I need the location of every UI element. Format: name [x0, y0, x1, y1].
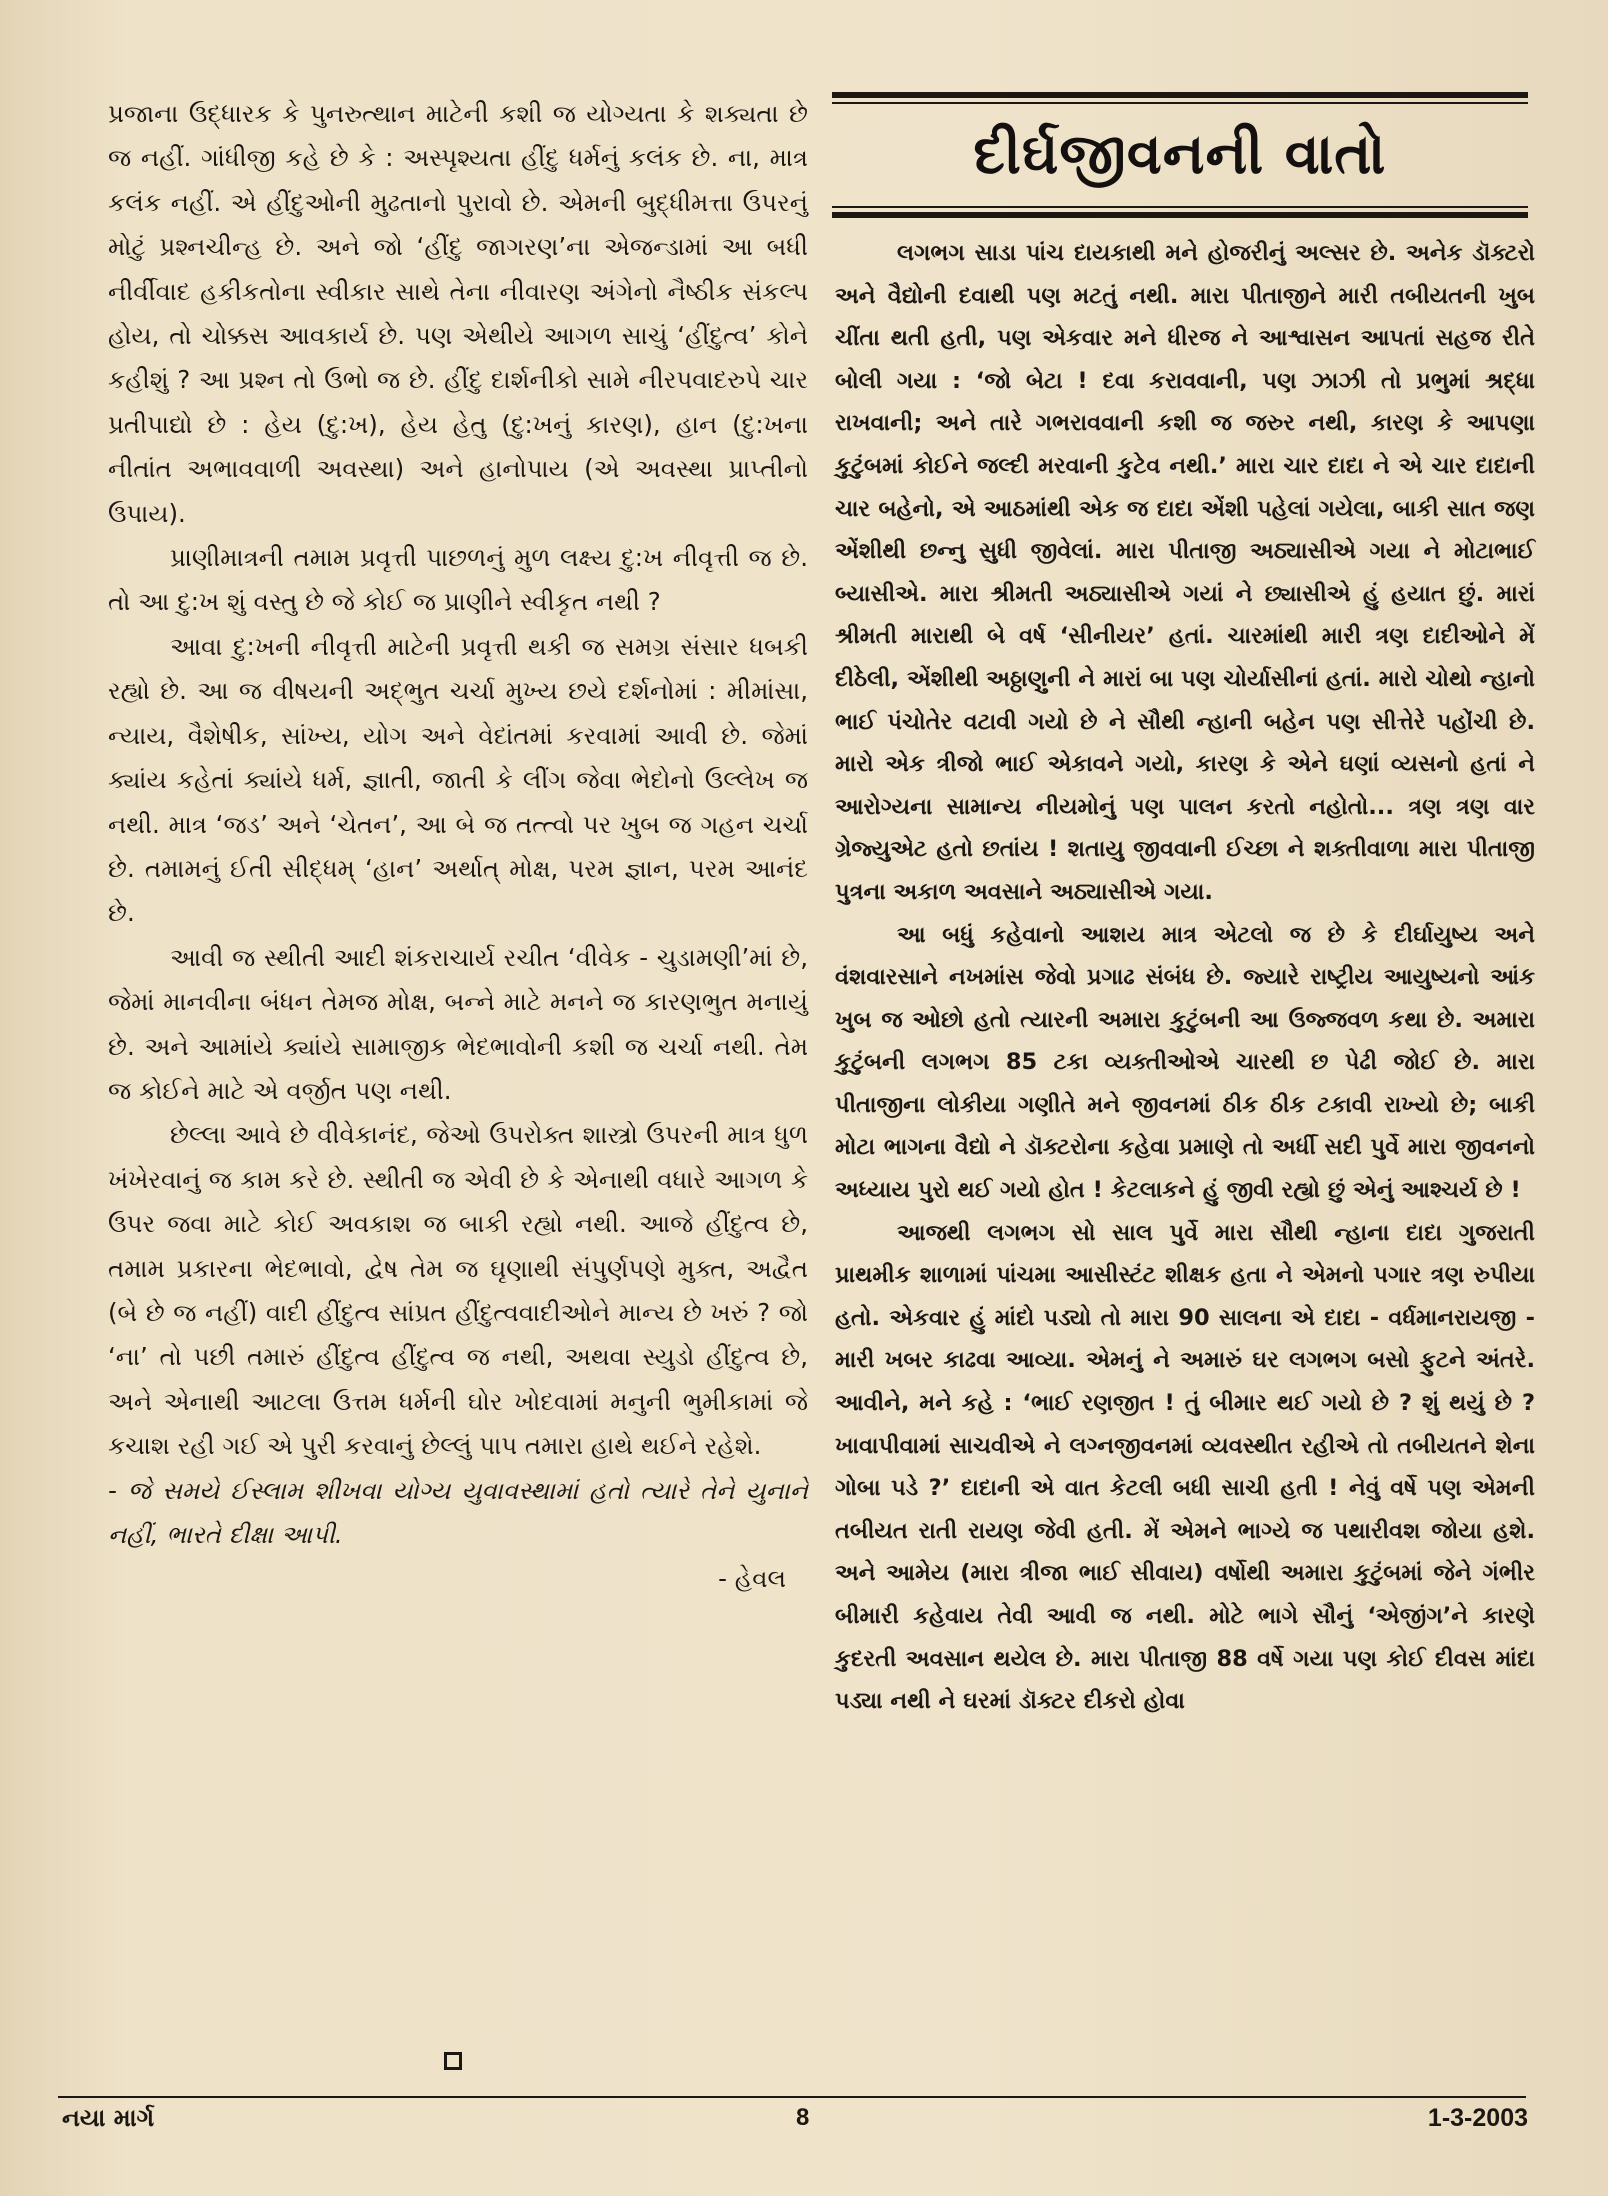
- title-bottom-thin-rule: [832, 206, 1528, 208]
- right-paragraph-1: લગભગ સાડા પાંચ દાયકાથી મને હોજરીનું અલ્સર છે. અનેક ડૉક્ટરો અને વૈદ્યોની દવાથી પણ મટતું નથી. મારા પીતાજીને મારી તબીયતની ખુબ ચીંતા થતી હતી, પણ એકવાર મને ધીરજ ને આશ્વાસન આપતાં સહજ રીતે બોલી ગયા : ‘જો બેટા ! દવા કરાવવાની, પણ ઝાઝી તો પ્રભુમાં શ્રદ્ધા રાખવાની; અને તારે ગભરાવવાની કશી જ જરુર નથી, કારણ કે આપણા કુટુંબમાં કોઈને જલ્દી મરવાની કુટેવ નથી.’ મારા ચાર દાદા ને એ ચાર દાદાની ચાર બહેનો, એ આઠમાંથી એક જ દાદા એંશી પહેલાં ગયેલા, બાકી સાત જણ એંશીથી છન્નુ સુધી જીવેલાં. મારા પીતાજી અઠ્યાસીએ ગયા ને મોટાભાઈ બ્યાસીએ. મારા શ્રીમતી અઠ્યાસીએ ગયાં ને છ્યાસીએ હું હયાત છું. મારાં શ્રીમતી મારાથી બે વર્ષ ‘સીનીયર’ હતાં. ચારમાંથી મારી ત્રણ દાદીઓને મેં દીઠેલી, એંશીથી અઠ્ઠાણુની ને મારાં બા પણ ચોર્યાસીનાં હતાં. મારો ચોથો ન્હાનો ભાઈ પંચોતેર વટાવી ગયો છે ને સૌથી ન્હાની બહેન પણ સીત્તેરે પહોંચી છે. મારો એક ત્રીજો ભાઈ એકાવને ગયો, કારણ કે એને ઘણાં વ્યસનો હતાં ને આરોગ્યના સામાન્ય નીયમોનું પણ પાલન કરતો નહોતો... ત્રણ ત્રણ વાર ગ્રેજ્યુએટ હતો છતાંય ! શતાયુ જીવવાની ઈચ્છા ને શક્તીવાળા મારા પીતાજી પુત્રના અકાળ અવસાને અઠ્યાસીએ ગયા.: [835, 240, 1535, 905]
- author-signature: - હેવલ: [718, 1564, 786, 1594]
- left-paragraph-4: આવી જ સ્થીતી આદી શંકરાચાર્ય રચીત ‘વીવેક - ચુડામણી’માં છે, જેમાં માનવીના બંધન તેમજ મોક્ષ, બન્ને માટે મનને જ કારણભુત મનાયું છે. અને આમાંયે ક્યાંયે સામાજીક ભેદભાવોની કશી જ ચર્ચા નથી. તેમ જ કોઈને માટે એ વર્જીત પણ નથી.: [108, 942, 808, 1105]
- title-bottom-rule: [832, 212, 1528, 218]
- left-column: [108, 92, 808, 1602]
- footer-rule: [58, 2096, 1526, 2098]
- page-number: 8: [796, 2104, 810, 2131]
- publication-name: નયા માર્ગ: [62, 2104, 155, 2132]
- issue-date: 1-3-2003: [1427, 2104, 1528, 2132]
- article-title: દીર્ઘજીવનની વાતો: [973, 122, 1387, 187]
- right-paragraph-2: આ બધું કહેવાનો આશય માત્ર એટલો જ છે કે દીર્ઘાયુષ્ય અને વંશવારસાને નખમાંસ જેવો પ્રગાઢ સંબંધ છે. જ્યારે રાષ્ટ્રીય આયુષ્યનો આંક ખુબ જ ઓછો હતો ત્યારની અમારા કુટુંબની આ ઉજ્જવળ કથા છે. અમારા કુટુંબની લગભગ 85 ટકા વ્યક્તીઓએ ચારથી છ પેઢી જોઈ છે. મારા પીતાજીના લોકીયા ગણીતે મને જીવનમાં ઠીક ઠીક ટકાવી રાખ્યો છે; બાકી મોટા ભાગના વૈદ્યો ને ડૉક્ટરોના કહેવા પ્રમાણે તો અર્ધી સદી પુર્વે મારા જીવનનો અધ્યાય પુરો થઈ ગયો હોત ! કેટલાકને હું જીવી રહ્યો છું એનું આશ્ચર્ય છે !: [835, 921, 1535, 1204]
- left-paragraph-1: પ્રજાના ઉદ્ધારક કે પુનરુત્થાન માટેની કશી જ યોગ્યતા કે શક્યતા છે જ નહીં. ગાંધીજી કહે છે કે : અસ્પૃશ્યતા હીંદુ ધર્મનું કલંક છે. ના, માત્ર કલંક નહીં. એ હીંદુઓની મુઢતાનો પુરાવો છે. એમની બુદ્ધીમત્તા ઉપરનું મોટું પ્રશ્નચીન્હ છે. અને જો ‘હીંદુ જાગરણ’ના એજન્ડામાં આ બધી નીર્વીવાદ હકીકતોના સ્વીકાર સાથે તેના નીવારણ અંગેનો નૈષ્ઠીક સંકલ્પ હોય, તો ચોક્કસ આવકાર્ય છે. પણ એથીયે આગળ સાચું ‘હીંદુત્વ’ કોને કહીશું ? આ પ્રશ્ન તો ઉભો જ છે. હીંદુ દાર્શનીકો સામે નીરપવાદરુપે ચાર પ્રતીપાદ્યો છે : હેય (દુ:ખ), હેય હેતુ (દુ:ખનું કારણ), હાન (દુ:ખના નીતાંત અભાવવાળી અવસ્થા) અને હાનોપાય (એ અવસ્થા પ્રાપ્તીનો ઉપાય).: [108, 99, 808, 528]
- quote-text: - જે સમયે ઈસ્લામ શીખવા યોગ્ય યુવાવસ્થામાં હતો ત્યારે તેને યુનાને નહીં, ભારતે દીક્ષા આપી.: [108, 1475, 808, 1549]
- right-paragraph-3: આજથી લગભગ સો સાલ પુર્વે મારા સૌથી ન્હાના દાદા ગુજરાતી પ્રાથમીક શાળામાં પાંચમા આસીસ્ટંટ શીક્ષક હતા ને એમનો પગાર ત્રણ રુપીયા હતો. એકવાર હું માંદો પડ્યો તો મારા 90 સાલના એ દાદા - વર્ધમાનરાયજી - મારી ખબર કાઢવા આવ્યા. એમનું ને અમારું ઘર લગભગ બસો ફુટને અંતરે. આવીને, મને કહે : ‘ભાઈ રણજીત ! તું બીમાર થઈ ગયો છે ? શું થયું છે ? ખાવાપીવામાં સાચવીએ ને લગ્નજીવનમાં વ્યવસ્થીત રહીએ તો તબીયતને શેના ગોબા પડે ?’ દાદાની એ વાત કેટલી બધી સાચી હતી ! નેવું વર્ષે પણ એમની તબીયત રાતી રાયણ જેવી હતી. મેં એમને ભાગ્યે જ પથારીવશ જોયા હશે. અને આમેય (મારા ત્રીજા ભાઈ સીવાય) વર્ષોથી અમારા કુટુંબમાં જેને ગંભીર બીમારી કહેવાય તેવી આવી જ નથી. મોટે ભાગે સૌનું ‘એજીંગ’ને કારણે કુદરતી અવસાન થયેલ છે. મારા પીતાજી 88 વર્ષે ગયા પણ કોઈ દીવસ માંદા પડ્યા નથી ને ઘરમાં ડૉક્ટર દીકરો હોવા: [835, 1219, 1535, 1715]
- left-paragraph-3: આવા દુ:ખની નીવૃત્તી માટેની પ્રવૃત્તી થકી જ સમગ્ર સંસાર ધબકી રહ્યો છે. આ જ વીષયની અદ્ભુત ચર્ચા મુખ્ય છયે દર્શનોમાં : મીમાંસા, ન્યાય, વૈશેષીક, સાંખ્ય, યોગ અને વેદાંતમાં કરવામાં આવી છે. જેમાં ક્યાંય કહેતાં ક્યાંયે ધર્મ, જ્ઞાતી, જાતી કે લીંગ જેવા ભેદોનો ઉલ્લેખ જ નથી. માત્ર ‘જડ’ અને ‘ચેતન’, આ બે જ તત્ત્વો પર ખુબ જ ગહન ચર્ચા છે. તમામનું ઈતી સીદ્ધમ્ ‘હાન’ અર્થાત્ મોક્ષ, પરમ જ્ઞાન, પરમ આનંદ છે.: [108, 631, 808, 928]
- left-paragraph-5: છેલ્લા આવે છે વીવેકાનંદ, જેઓ ઉપરોક્ત શાસ્ત્રો ઉપરની માત્ર ધુળ ખંખેરવાનું જ કામ કરે છે. સ્થીતી જ એવી છે કે એનાથી વધારે આગળ કે ઉપર જવા માટે કોઈ અવકાશ જ બાકી રહ્યો નથી. આજે હીંદુત્વ છે, તમામ પ્રકારના ભેદભાવો, દ્વેષ તેમ જ ઘૃણાથી સંપુર્ણપણે મુક્ત, અદ્વૈત (બે છે જ નહીં) વાદી હીંદુત્વ સાંપ્રત હીંદુત્વવાદીઓને માન્ય છે ખરું ? જો ‘ના’ તો પછી તમારું હીંદુત્વ હીંદુત્વ જ નથી, અથવા સ્યુડો હીંદુત્વ છે, અને એનાથી આટલા ઉત્તમ ધર્મની ઘોર ખોદવામાં મનુની ભુમીકામાં જે કચાશ રહી ગઈ એ પુરી કરવાનું છેલ્લું પાપ તમારા હાથે થઈને રહેશે.: [108, 1120, 808, 1461]
- left-paragraph-2: પ્રાણીમાત્રની તમામ પ્રવૃત્તી પાછળનું મુળ લક્ષ્ય દુ:ખ નીવૃત્તી જ છે. તો આ દુ:ખ શું વસ્તુ છે જે કોઈ જ પ્રાણીને સ્વીકૃત નથી ?: [108, 543, 808, 617]
- article-header: [832, 92, 1528, 242]
- right-column: [835, 232, 1535, 1723]
- title-top-thin-rule: [832, 102, 1528, 104]
- end-of-article-mark: [444, 2052, 462, 2070]
- title-top-rule: [832, 92, 1528, 98]
